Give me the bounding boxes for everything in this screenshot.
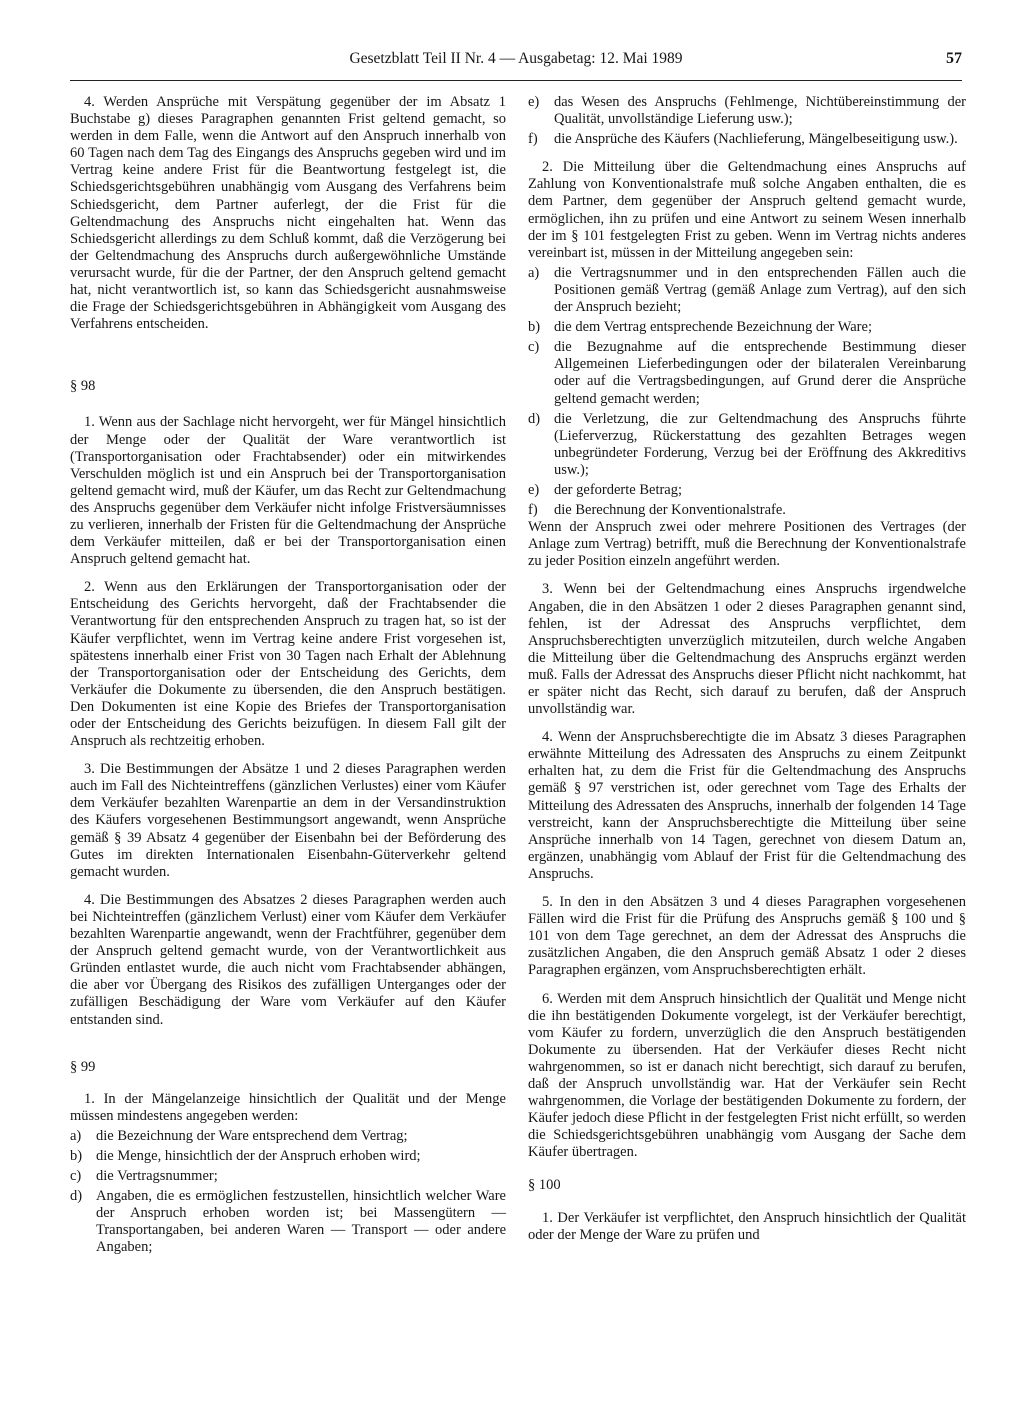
- paragraph-98-1: 1. Wenn aus der Sachlage nicht hervorgeht, wer für Mängel hinsichtlich der Menge oder der Qualität der Ware verantwortlich ist (Transportorganisation oder Frachtabsender) oder ein mitwirkendes Verschulden möglich ist und ein Anspruch bei der Transportorganisation geltend gemacht wird, muß der Käufer, um das Recht zur Geltendmachung des Anspruchs gegenüber dem Verkäufer nicht infolge Fristversäumnisses zu verlieren, innerhalb der Fristen für die Geltendmachung der Ansprüche dem Verkäufer mitteilen, daß er bei der Transportorganisation einen Anspruch geltend gemacht hat.: [70, 414, 506, 568]
- list-item-text: die Menge, hinsichtlich der der Anspruch erhoben wird;: [96, 1147, 421, 1164]
- list-item: [70, 1128, 506, 1145]
- list-item-label: f): [528, 131, 538, 148]
- section-heading-100: § 100: [528, 1177, 561, 1194]
- paragraph-99-2: 2. Die Mitteilung über die Geltendmachung eines Anspruchs auf Zahlung von Konventionalstrafe muß solche Angaben enthalten, die es dem Partner, dem gegenüber der Anspruch geltend gemacht wurde, ermöglichen, ihn zu prüfen und eine Antwort zu seinem Wesen innerhalb der im § 101 festgelegten Frist zu geben. Wenn im Vertrag nichts anderes vereinbart ist, müssen in der Mitteilung angegeben sein:: [528, 159, 966, 261]
- list-item-text: Angaben, die es ermöglichen festzustellen, hinsichtlich welcher Ware der Anspruch erhoben worden ist; bei Massengütern — Transportangaben, bei anderen Waren — Transport — oder andere Angaben;: [96, 1188, 506, 1256]
- list-item: [528, 502, 966, 519]
- list-item-text: der geforderte Betrag;: [554, 481, 683, 498]
- right-column: [528, 94, 966, 1244]
- paragraph-98-4: 4. Die Bestimmungen des Absatzes 2 dieses Paragraphen werden auch bei Nichteintreffen (gänzlichem Verlust) einer vom Käufer dem Verkäufer bezahlten Warenpartie angewandt, wenn der Frachtführer, gegenüber dem der Anspruch geltend gemacht wurde, von der Verantwortlichkeit aus Gründen entlastet wurde, die auch nicht vom Frachtabsender abhängen, die aber vor Übergang des Risikos des zufälligen Unterganges oder der zufälligen Beschädigung der Ware vom Verkäufer auf den Käufer entstanden sind.: [70, 891, 506, 1028]
- list-item: [528, 265, 966, 316]
- list-item: [528, 319, 966, 336]
- list-item-label: e): [528, 94, 540, 110]
- list-item-text: die Bezugnahme auf die entsprechende Bestimmung dieser Allgemeinen Lieferbedingungen oder der bilateralen Vereinbarung oder auf die Vertragsbedingungen, auf Grund derer die Ansprüche geltend gemacht werden;: [554, 339, 966, 407]
- list-item: [70, 1148, 506, 1165]
- list-item-text: die Vertragsnummer und in den entsprechenden Fällen auch die Positionen gemäß Vertrag (gemäß Anlage zum Vertrag), auf den sich der Anspruch bezieht;: [554, 264, 966, 316]
- list-item-text: die dem Vertrag entsprechende Bezeichnung der Ware;: [554, 319, 872, 336]
- list-item-label: c): [528, 339, 540, 356]
- list-item-label: f): [528, 502, 538, 519]
- paragraph-100-1: 1. Der Verkäufer ist verpflichtet, den Anspruch hinsichtlich der Qualität oder der Menge der Ware zu prüfen und: [528, 1209, 966, 1243]
- list-item: [528, 411, 966, 479]
- list-item-text: die Vertragsnummer;: [96, 1168, 218, 1185]
- paragraph-99-6: 6. Werden mit dem Anspruch hinsichtlich der Qualität und Menge nicht die ihn bestätigenden Dokumente vorgelegt, ist der Verkäufer berechtigt, vom Käufer zu fordern, unverzüglich die den Anspruch bestätigenden Dokumente zu übersenden. Hat der Verkäufer dieses Recht nicht wahrgenommen, so ist er danach nicht berechtigt, sich darauf zu berufen, daß der Anspruch unvollständig war. Hat der Verkäufer sein Recht wahrgenommen, die Vorlage der bestätigenden Dokumente zu fordern, der Käufer jedoch diese Pflicht in der festgelegten Frist nicht erfüllt, so werden die Schiedsgerichtsgebühren unabhängig vom Ausgang der Sache dem Käufer übertragen.: [528, 990, 966, 1161]
- page-number: 57: [946, 50, 962, 67]
- list-item-text: das Wesen des Anspruchs (Fehlmenge, Nichtübereinstimmung der Qualität, unvollständige Lieferung usw.);: [554, 94, 966, 128]
- section-heading-99: § 99: [70, 1058, 96, 1075]
- paragraph-99-3: 3. Wenn bei der Geltendmachung eines Anspruchs irgendwelche Angaben, die in den Absätzen 1 oder 2 dieses Paragraphen genannt sind, fehlen, ist der Adressat des Anspruchs verpflichtet, dem Anspruchsberechtigten unverzüglich mitzuteilen, durch welche Angaben die Mitteilung über die Geltendmachung des Anspruchs ergänzt werden muß. Falls der Adressat des Anspruchs dieser Pflicht nicht nachkommt, hat er später nicht das Recht, sich darauf zu berufen, daß der Anspruch unvollständig war.: [528, 581, 966, 718]
- list-item-label: a): [528, 264, 540, 281]
- page-header: [70, 40, 962, 81]
- list-item: [528, 482, 966, 499]
- list-item: [528, 131, 966, 148]
- paragraph-97-4: 4. Werden Ansprüche mit Verspätung gegenüber der im Absatz 1 Buchstabe g) dieses Paragraphen genannten Frist geltend gemacht, so werden in dem Falle, wenn die Antwort auf den Anspruch innerhalb von 60 Tagen nach dem Tag des Eingangs des Anspruchs gegeben wird und im Vertrag keine andere Frist für die Beantwortung festgelegt ist, die Schiedsgerichtsgebühren unabhängig vom Ausgang des Verfahrens beim Schiedsgericht, dem Partner auferlegt, der die Frist für die Geltendmachung des Anspruchs nicht eingehalten hat. Wenn das Schiedsgericht allerdings zu dem Schluß kommt, daß die Verzögerung bei der Geltendmachung des Anspruchs durch außergewöhnliche Umstände verursacht wurde, für die der Partner, der den Anspruch geltend gemacht hat, nicht verantwortlich ist, so kann das Schiedsgericht ausnahmsweise die Frage der Schiedsgerichtsgebühren in Abhängigkeit vom Ausgang des Verfahrens entscheiden.: [70, 94, 506, 333]
- paragraph-99-2-continued: Wenn der Anspruch zwei oder mehrere Positionen des Vertrages (der Anlage zum Vertrag) betrifft, muß die Berechnung der Konventionalstrafe zu jeder Position einzeln angeführt werden.: [528, 519, 966, 570]
- list-item-label: b): [528, 319, 541, 336]
- left-column: [70, 94, 506, 1257]
- list-item: [528, 94, 966, 128]
- list-item-text: die Berechnung der Konventionalstrafe.: [554, 502, 786, 519]
- list-item-label: d): [70, 1188, 83, 1205]
- paragraph-99-1: 1. In der Mängelanzeige hinsichtlich der Qualität und der Menge müssen mindestens angegeben werden:: [70, 1090, 506, 1124]
- list-item-label: c): [70, 1168, 82, 1185]
- list-item-label: e): [528, 481, 540, 498]
- paragraph-99-5: 5. In den in den Absätzen 3 und 4 dieses Paragraphen vorgesehenen Fällen wird die Frist für die Prüfung des Anspruchs gemäß § 100 und § 101 von dem Tage gerechnet, an dem der Adressat des Anspruchs die zusätzlichen Angaben, die den Anspruch gemäß Absatz 1 oder 2 dieses Paragraphen ergänzen, vom Anspruchsberechtigten erhält.: [528, 894, 966, 979]
- list-item-text: die Ansprüche des Käufers (Nachlieferung, Mängelbeseitigung usw.).: [554, 131, 958, 148]
- list-item: [528, 339, 966, 407]
- paragraph-98-3: 3. Die Bestimmungen der Absätze 1 und 2 dieses Paragraphen werden auch im Fall des Nichteintreffens (gänzlichen Verlustes) einer vom Käufer dem Verkäufer bezahlten Warenpartie an dem in der Versandinstruktion des Käufers vorgesehenen Bestimmungsort angewandt, wenn Ansprüche gemäß § 39 Absatz 4 gegenüber der Eisenbahn bei der Beförderung des Gutes im direkten Internationalen Eisenbahn-Güterverkehr geltend gemacht wurden.: [70, 761, 506, 880]
- list-item-label: b): [70, 1147, 83, 1164]
- list-item-label: a): [70, 1127, 82, 1144]
- list-item-text: die Bezeichnung der Ware entsprechend dem Vertrag;: [96, 1127, 408, 1144]
- list-item-text: die Verletzung, die zur Geltendmachung des Anspruchs führte (Lieferverzug, Rückerstattung des gezahlten Betrages wegen unbegründeter Forderung, Verzug bei der Eröffnung des Akkreditivs usw.);: [554, 410, 966, 478]
- list-item-label: d): [528, 410, 541, 427]
- list-item: [70, 1168, 506, 1185]
- list-item: [70, 1188, 506, 1256]
- section-heading-98: § 98: [70, 378, 96, 395]
- paragraph-98-2: 2. Wenn aus den Erklärungen der Transportorganisation oder der Entscheidung des Gerichts hervorgeht, daß der Frachtabsender die Verantwortung für den entsprechenden Anspruch zu tragen hat, so ist der Käufer verpflichtet, wenn im Vertrag keine andere Frist vorgesehen ist, spätestens innerhalb einer Frist von 30 Tagen nach Erhalt der Ablehnung der Transportorganisation oder der Entscheidung des Gerichts, dem Verkäufer die Dokumente zu übersenden, die den Anspruch bestätigen. Den Dokumenten ist eine Kopie des Briefes der Transportorganisation oder der Entscheidung des Gerichts beizufügen. In diesem Fall gilt der Anspruch als rechtzeitig erhoben.: [70, 579, 506, 750]
- paragraph-99-4: 4. Wenn der Anspruchsberechtigte die im Absatz 3 dieses Paragraphen erwähnte Mitteilung des Adressaten des Anspruchs zu einem Zeitpunkt erhalten hat, zu dem die Frist für die Geltendmachung des Anspruchs gemäß § 97 verstrichen ist, oder gerechnet vom Tage des Erhalts der Mitteilung des Adressaten des Anspruchs, innerhalb der folgenden 14 Tage verstreicht, kann der Anspruchsberechtigte die Mitteilung über seine Ansprüche innerhalb von 14 Tagen, gerechnet von diesem Datum an, ergänzen, unabhängig vom Ablauf der Frist für die Geltendmachung des Anspruchs.: [528, 729, 966, 882]
- header-title: Gesetzblatt Teil II Nr. 4 — Ausgabetag: 12. Mai 1989: [349, 50, 683, 67]
